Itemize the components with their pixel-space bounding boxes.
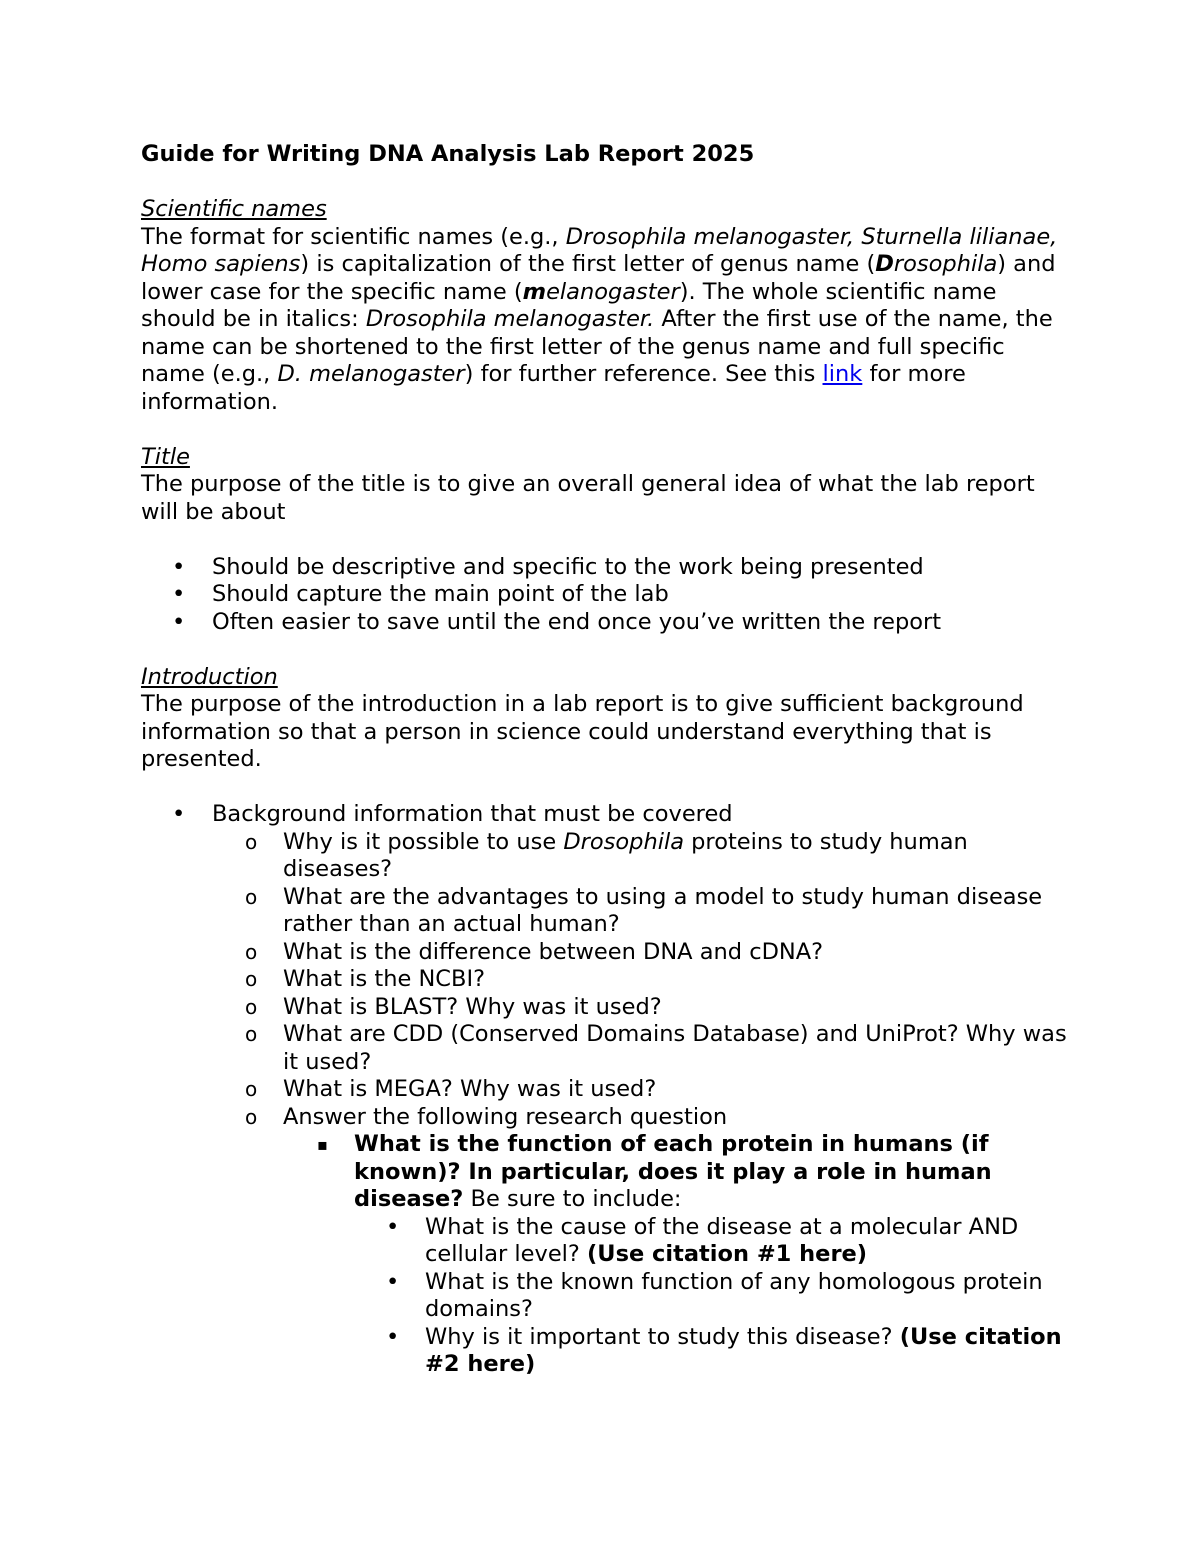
heading-title: Title bbox=[141, 443, 190, 470]
list-item bbox=[212, 884, 1071, 939]
list-item-text: Often easier to save until the end once you’ve written the report bbox=[212, 608, 942, 635]
list-item-text: Background information that must be covered bbox=[212, 801, 733, 827]
square-marker: ▪ bbox=[317, 1135, 328, 1154]
list-item bbox=[354, 1324, 1071, 1379]
text-run: ) and lower case for the specific name ( bbox=[141, 251, 1056, 305]
list-item bbox=[212, 1021, 1071, 1076]
spacer bbox=[141, 636, 1071, 664]
list-item-text: Answer the following research question bbox=[283, 1103, 728, 1130]
circle-marker: o bbox=[245, 1104, 258, 1129]
citation-note: (Use citation #1 here) bbox=[587, 1241, 868, 1267]
circle-marker: o bbox=[245, 1077, 258, 1101]
list-item bbox=[212, 1104, 1071, 1379]
research-question: What is the function of each protein in humans (if known)? In particular, does it play a role in human disease? bbox=[354, 1131, 992, 1212]
list-item-text: What is the difference between DNA and cDNA? bbox=[283, 938, 824, 965]
text-run-bold-italic: m bbox=[522, 278, 547, 305]
circle-marker: o bbox=[245, 1022, 258, 1046]
list-item-text: What is BLAST? Why was it used? bbox=[283, 993, 662, 1020]
list-item-text: Be sure to include: bbox=[463, 1186, 682, 1212]
circle-marker: o bbox=[245, 994, 258, 1019]
list-item-text: proteins to study human diseases? bbox=[283, 828, 968, 882]
text-run: ) for further reference. See this bbox=[464, 361, 823, 387]
spacer bbox=[141, 416, 1071, 444]
bullet-marker: • bbox=[172, 581, 186, 607]
list-item-text: What is the NCBI? bbox=[283, 966, 486, 992]
introduction-description: The purpose of the introduction in a lab report is to give sufficient background information so that a person in science could understand everything that is presented. bbox=[141, 691, 1024, 772]
background-question-list bbox=[212, 829, 1071, 1379]
list-item bbox=[141, 581, 1071, 609]
heading-scientific-names: Scientific names bbox=[141, 196, 327, 222]
circle-marker: o bbox=[245, 829, 258, 854]
text-run: for more information. bbox=[141, 361, 966, 415]
bullet-marker: • bbox=[172, 553, 186, 580]
citation-note: (Use citation #2 here) bbox=[425, 1323, 1062, 1377]
list-item bbox=[283, 1131, 1071, 1379]
list-item bbox=[354, 1214, 1071, 1269]
text-run-bold-italic: D bbox=[875, 251, 894, 277]
heading-introduction: Introduction bbox=[141, 663, 278, 690]
list-item-text: Should be descriptive and specific to the work being presented bbox=[212, 553, 924, 580]
text-run-italic: elanogaster bbox=[546, 278, 680, 305]
bullet-marker: • bbox=[386, 1213, 400, 1240]
title-description: The purpose of the title is to give an overall general idea of what the lab report will be about bbox=[141, 471, 1035, 525]
scientific-names-paragraph bbox=[141, 224, 1071, 417]
bullet-marker: • bbox=[172, 608, 186, 635]
spacer bbox=[141, 526, 1071, 554]
list-item bbox=[212, 966, 1071, 994]
list-item-text: Should capture the main point of the lab bbox=[212, 581, 669, 607]
list-item-text: What are CDD (Conserved Domains Database) and UniProt? Why was it used? bbox=[283, 1021, 1067, 1075]
bullet-marker: • bbox=[386, 1323, 400, 1350]
text-run-italic: D. melanogaster bbox=[277, 361, 465, 387]
title-bullet-list bbox=[141, 554, 1071, 637]
list-item bbox=[141, 801, 1071, 1379]
text-run: After the first use of the name, the name can be shortened to the first letter of the genus name and full specific name (e.g., bbox=[141, 306, 1053, 387]
text-run-italic: Drosophila melanogaster, Sturnella lilianae, Homo sapiens bbox=[141, 223, 1058, 277]
text-run: ). The whole scientific name should be in italics: bbox=[141, 278, 997, 332]
list-item bbox=[212, 939, 1071, 967]
bullet-marker: • bbox=[386, 1268, 400, 1295]
list-item bbox=[212, 1076, 1071, 1104]
list-item bbox=[141, 609, 1071, 637]
list-item-text: Why is it important to study this disease? bbox=[425, 1323, 900, 1350]
list-item-text: What is the cause of the disease at a molecular AND cellular level? bbox=[425, 1213, 1019, 1267]
include-list bbox=[354, 1214, 1071, 1379]
text-run: ) is capitalization of the first letter of genus name ( bbox=[300, 251, 876, 277]
more-info-link[interactable]: link bbox=[822, 361, 863, 387]
circle-marker: o bbox=[245, 967, 258, 991]
list-item bbox=[212, 829, 1071, 884]
list-item-text: What is the known function of any homologous protein domains? bbox=[425, 1268, 1043, 1322]
list-item bbox=[141, 554, 1071, 582]
research-question-list bbox=[283, 1131, 1071, 1379]
text-run: The format for scientific names (e.g., bbox=[141, 223, 566, 250]
circle-marker: o bbox=[245, 939, 258, 964]
document-title: Guide for Writing DNA Analysis Lab Report 2025 bbox=[141, 141, 755, 167]
spacer bbox=[141, 774, 1071, 802]
circle-marker: o bbox=[245, 884, 258, 909]
list-item bbox=[212, 994, 1071, 1022]
list-item-text-italic: Drosophila bbox=[563, 828, 684, 855]
list-item-text: Why is it possible to use bbox=[283, 828, 564, 855]
list-item bbox=[354, 1269, 1071, 1324]
document-page bbox=[141, 141, 1071, 1379]
text-run-italic: rosophila bbox=[893, 251, 998, 277]
text-run-italic: Drosophila melanogaster. bbox=[365, 306, 655, 332]
introduction-bullet-list bbox=[141, 801, 1071, 1379]
list-item-text: What are the advantages to using a model to study human disease rather than an actual human? bbox=[283, 883, 1043, 937]
list-item-text: What is MEGA? Why was it used? bbox=[283, 1076, 657, 1102]
bullet-marker: • bbox=[172, 801, 186, 827]
